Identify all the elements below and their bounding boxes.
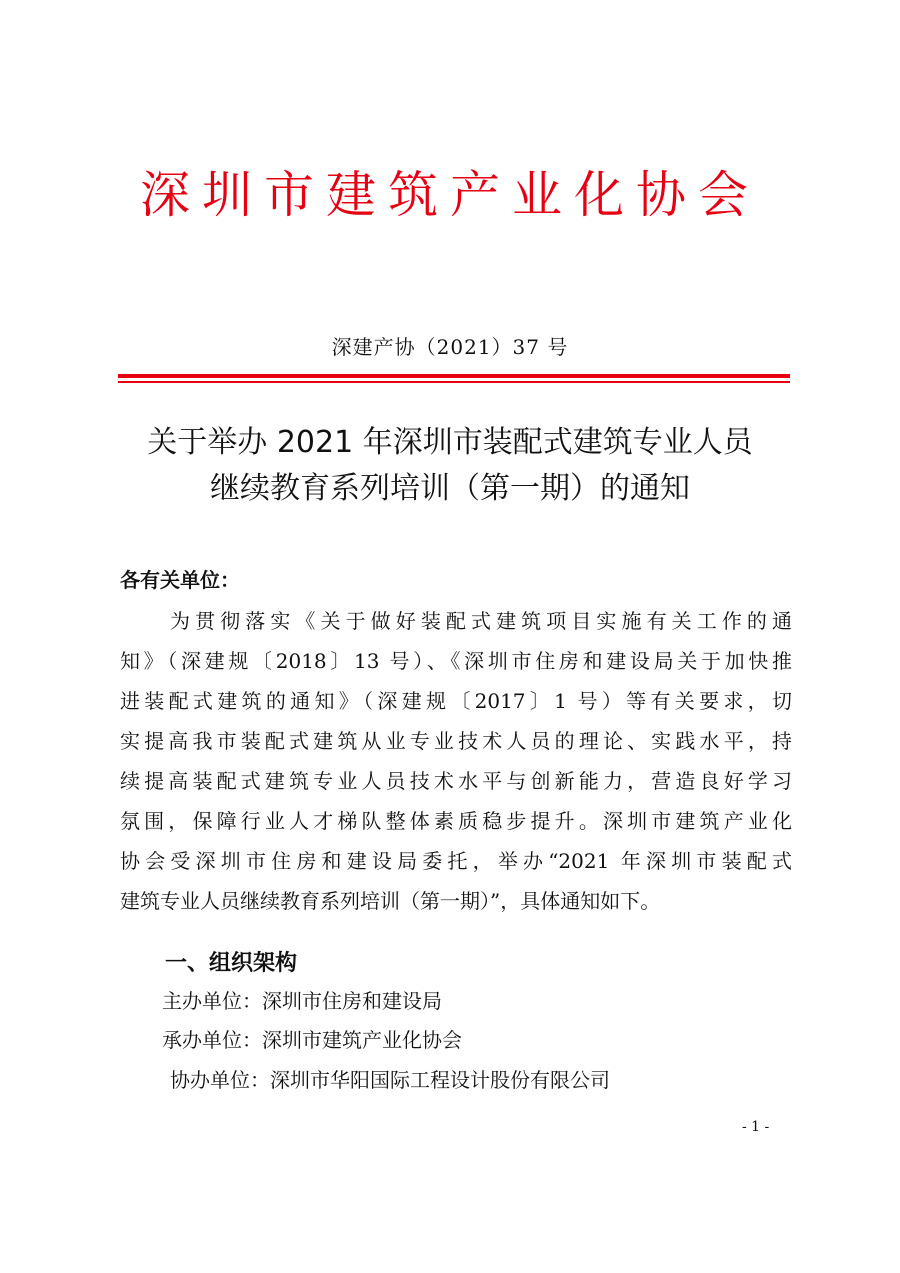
notice-title <box>0 420 900 512</box>
title-line-2: 继续教育系列培训（第一期）的通知 <box>210 471 690 506</box>
title-line-1: 关于举办 2021 年深圳市装配式建筑专业人员 <box>147 425 753 460</box>
body-paragraph <box>120 601 792 921</box>
header-rule-thick <box>118 374 790 378</box>
salutation: 各有关单位： <box>120 568 240 592</box>
org-masthead: 深圳市建筑产业化协会 <box>140 166 760 224</box>
body-line: 实提高我市装配式建筑从业专业技术人员的理论、实践水平，持 <box>120 729 792 753</box>
section-heading-organization: 一、组织架构 <box>165 951 298 976</box>
body-line: 氛围，保障行业人才梯队整体素质稳步提升。深圳市建筑产业化 <box>120 809 792 833</box>
body-line: 续提高装配式建筑专业人员技术水平与创新能力，营造良好学习 <box>120 769 792 793</box>
organizer-unit: 承办单位：深圳市建筑产业化协会 <box>162 1028 462 1052</box>
header-rule-thin <box>118 381 790 383</box>
body-line: 建筑专业人员继续教育系列培训（第一期）”，具体通知如下。 <box>120 889 661 913</box>
co-organizer-unit: 协办单位：深圳市华阳国际工程设计股份有限公司 <box>170 1068 610 1092</box>
body-line: 进装配式建筑的通知》（深建规〔2017〕1 号）等有关要求，切 <box>120 689 792 713</box>
host-unit: 主办单位：深圳市住房和建设局 <box>162 989 442 1013</box>
body-line: 知》（深建规〔2018〕13 号）、《深圳市住房和建设局关于加快推 <box>120 649 792 673</box>
document-number: 深建产协（2021）37 号 <box>331 335 569 359</box>
body-line: 为贯彻落实《关于做好装配式建筑项目实施有关工作的通 <box>170 609 792 633</box>
body-line: 协会受深圳市住房和建设局委托，举办“2021 年深圳市装配式 <box>120 849 792 873</box>
page-number: - 1 - <box>742 1119 770 1135</box>
